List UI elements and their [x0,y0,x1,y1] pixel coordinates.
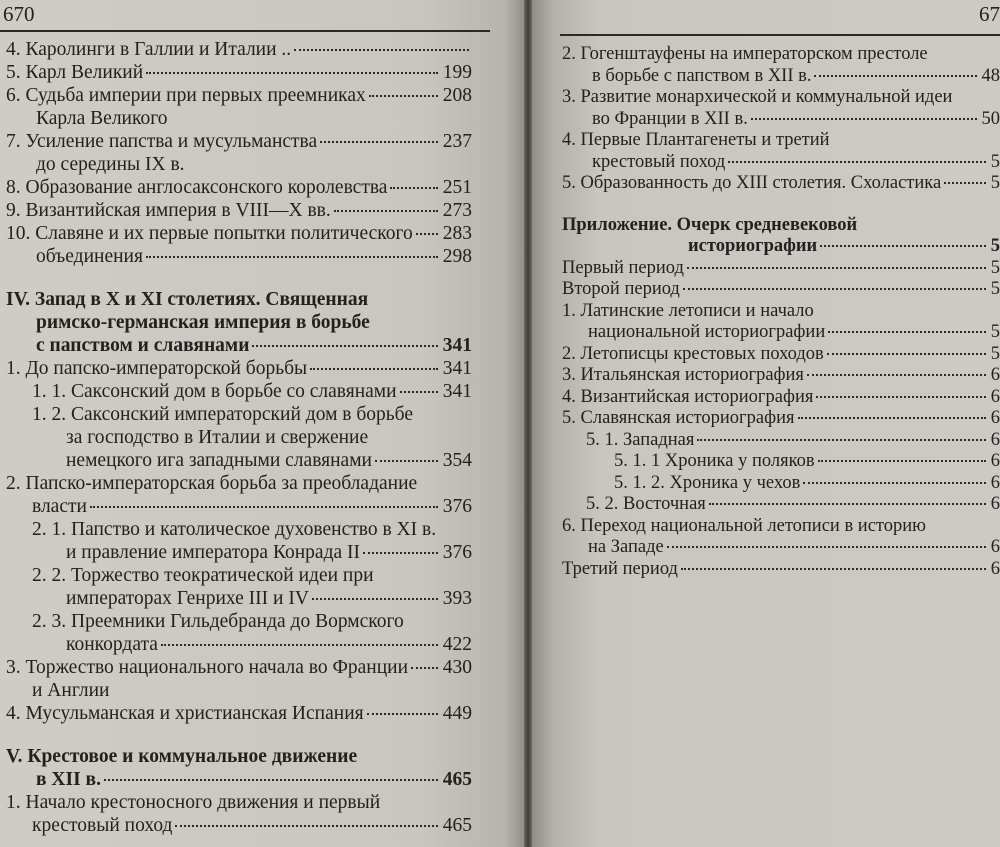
toc-entry-page: 430 [442,657,472,678]
dot-leader [709,503,986,505]
toc-entry-title: Первый период [562,257,684,278]
dot-leader [667,546,986,548]
toc-entry [0,426,472,449]
toc-entry-page: 341 [442,335,472,356]
toc-entry [0,518,472,541]
toc-entry [562,322,1000,344]
toc-entry-page: 5 [990,279,1000,299]
dot-leader [816,396,985,398]
toc-entry [0,656,472,679]
dot-leader [814,75,976,77]
toc-entry [0,245,472,268]
toc-entry [0,311,472,334]
toc-entry-title: 5. 2. Восточная [586,494,706,514]
left-header-rule [0,30,490,32]
toc-entry [562,408,1000,430]
book-gutter [524,0,532,847]
toc-entry-title: Второй период [562,279,680,299]
dot-leader [334,210,438,212]
toc-entry-title: 4. Византийская историография [562,386,814,407]
toc-entry-page: 6 [990,429,1000,450]
dot-leader [728,161,985,163]
toc-entry-page: 6 [990,365,1000,385]
toc-entry-page: 6 [990,451,1000,471]
toc-entry-page: 376 [442,496,472,517]
toc-entry-page: 199 [442,62,472,83]
toc-entry [562,66,1000,88]
toc-entry [0,403,472,426]
toc-entry-title: и Англии [32,680,110,701]
dot-leader [751,118,977,120]
toc-entry [562,130,1000,152]
dot-leader [411,667,438,669]
toc-entry-page: 465 [442,769,472,790]
toc-entry [0,791,472,814]
toc-entry [562,215,1000,237]
toc-entry [562,236,1000,258]
toc-entry-title: 1. До папско-императорской борьбы [6,358,308,379]
toc-entry-title: 3. Торжество национального начала во Франции [6,657,409,678]
toc-entry [562,387,1000,409]
toc-entry-title: 5. 1. 1 Хроника у поляков [614,451,815,471]
toc-entry-title: 3. Развитие монархической и коммунальной идеи [562,87,953,107]
toc-entry [0,38,472,61]
toc-entry-page: 5 [990,322,1000,342]
right-header-rule [560,34,1000,36]
toc-entry-title: 3. Итальянская историография [562,365,804,385]
toc-entry-title: 2. Летописцы крестовых походов [562,343,824,364]
toc-entry-title: 6. Судьба империи при первых преемниках [6,85,366,106]
toc-entry-page: 6 [990,386,1000,407]
toc-entry-title: во Франции в XII в. [592,108,748,129]
toc-entry [0,679,472,702]
dot-leader [312,598,438,600]
toc-entry-page: 422 [442,634,472,655]
dot-leader [400,391,438,393]
dot-leader [390,187,437,189]
toc-entry [0,199,472,222]
dot-leader [681,568,986,570]
dot-leader [828,331,986,333]
toc-entry [0,222,472,245]
toc-entry-page: 5 [990,343,1000,364]
toc-entry [562,494,1000,516]
toc-entry-title: 5. 1. Западная [586,429,695,450]
toc-entry-page: 5 [990,257,1000,278]
toc-entry [0,380,472,403]
toc-entry [0,702,472,725]
toc-entry [562,537,1000,559]
toc-entry-title: крестовый поход [592,151,726,172]
toc-entry-title: 5. Карл Великий [6,62,144,83]
dot-leader [803,482,985,484]
right-page-number: 67 [979,2,1000,26]
toc-entry-page: 283 [442,223,472,244]
toc-entry [562,559,1000,581]
toc-entry-title: V. Крестовое и коммунальное движение [6,746,358,767]
dot-leader [827,353,986,355]
toc-entry-title: конкордата [66,634,158,655]
toc-entry-title: немецкого ига западными славянами [66,450,372,471]
toc-entry [562,109,1000,131]
dot-leader [320,141,438,143]
dot-leader [104,779,438,781]
toc-entry [562,365,1000,387]
left-toc-column [0,38,472,837]
dot-leader [416,233,438,235]
toc-entry [562,258,1000,280]
dot-leader [687,267,986,269]
toc-entry-page: 449 [442,703,472,724]
toc-entry-title: 5. Образованность до XIII столетия. Схоластика [562,173,942,193]
toc-entry-title: до середины IX в. [36,154,185,175]
dot-leader [683,288,986,290]
toc-entry-title: 2. 1. Папство и католическое духовенство в XI в. [32,519,437,540]
toc-entry-title: 4. Первые Плантагенеты и третий [562,130,830,150]
toc-entry [0,472,472,495]
toc-entry-title: 1. Латинские летописи и начало [562,300,814,321]
toc-entry-title: Приложение. Очерк средневековой [562,214,858,235]
toc-entry-title: 2. 3. Преемники Гильдебранда до Вормского [32,611,404,632]
dot-leader [363,552,438,554]
toc-entry-page: 6 [990,558,1000,579]
dot-leader [367,713,438,715]
toc-entry [0,107,472,130]
toc-entry-page: 341 [442,358,472,379]
toc-entry [0,768,472,791]
toc-entry-page: 251 [442,177,472,198]
toc-entry-page: 393 [442,588,472,609]
toc-entry [0,541,472,564]
toc-entry-title: 6. Переход национальной летописи в историю [562,515,926,536]
dot-leader [146,72,438,74]
toc-entry-title: объединения [36,246,143,267]
toc-entry-page: 50 [981,108,1000,129]
toc-entry [0,745,472,768]
toc-entry-title: 7. Усиление папства и мусульманства [6,131,318,152]
toc-entry-title: 4. Каролинги в Галлии и Италии .. [6,39,292,60]
dot-leader [175,825,437,827]
toc-entry [0,495,472,518]
toc-entry-page: 273 [442,200,472,221]
toc-entry [0,449,472,472]
toc-entry-title: и правление императора Конрада II [66,542,361,563]
toc-entry [0,610,472,633]
toc-entry [0,334,472,357]
toc-entry-page: 5 [990,151,1000,172]
dot-leader [697,439,985,441]
toc-entry-page: 48 [981,65,1000,86]
toc-entry-title: на Западе [588,537,664,557]
toc-entry-page: 6 [990,494,1000,514]
toc-entry-title: с папством и славянами [36,335,250,356]
toc-entry-title: 5. 1. 2. Хроника у чехов [614,472,801,493]
toc-entry-title: 4. Мусульманская и христианская Испания [6,703,364,724]
toc-entry-page: 237 [442,131,472,152]
toc-entry [0,153,472,176]
toc-entry-title: 10. Славяне и их первые попытки политического [6,223,413,244]
toc-entry-title: власти [32,496,87,517]
toc-entry-page: 354 [442,450,472,471]
toc-entry [0,357,472,380]
toc-entry [562,516,1000,538]
toc-entry-title: в борьбе с папством в XII в. [592,65,812,86]
toc-entry-title: 1. 1. Саксонский дом в борьбе со славянами [32,381,397,402]
toc-entry [562,430,1000,452]
toc-entry [562,301,1000,323]
toc-entry-page: 208 [442,85,472,106]
left-page-number: 670 [3,2,35,26]
toc-entry-page: 5 [990,236,1000,256]
toc-entry-title: Карла Великого [36,108,168,129]
toc-entry-title: крестовый поход [32,815,173,836]
toc-entry [562,279,1000,301]
toc-entry-title: 2. Папско-императорская борьба за преобладание [6,473,418,494]
toc-entry [562,344,1000,366]
toc-entry [0,587,472,610]
toc-entry-page: 6 [990,537,1000,557]
toc-entry-page: 6 [990,408,1000,428]
toc-entry-title: национальной историографии [588,322,826,342]
toc-entry-page: 465 [442,815,472,836]
toc-entry-title: 2. 2. Торжество теократической идеи при [32,565,374,586]
toc-entry-title: 2. Гогенштауфены на императорском престоле [562,44,928,64]
dot-leader [369,95,438,97]
dot-leader [161,644,438,646]
toc-entry [0,288,472,311]
toc-entry-title: IV. Запад в X и XI столетиях. Священная [6,289,369,310]
toc-entry-page: 376 [442,542,472,563]
toc-entry [0,61,472,84]
toc-entry [0,130,472,153]
toc-entry-title: римско-германская империя в борьбе [36,312,370,333]
toc-entry [562,473,1000,495]
toc-entry [562,451,1000,473]
toc-entry [0,84,472,107]
dot-leader [252,345,437,347]
toc-entry-title: императорах Генрихе III и IV [66,588,309,609]
toc-entry [562,173,1000,195]
dot-leader [798,417,986,419]
toc-entry [562,152,1000,174]
toc-entry-title: за господство в Италии и свержение [66,427,369,448]
toc-entry-page: 6 [990,472,1000,493]
toc-entry-page: 341 [442,381,472,402]
toc-entry-title: 8. Образование англосаксонского королевства [6,177,388,198]
toc-entry [0,814,472,837]
dot-leader [294,49,469,51]
toc-entry [562,44,1000,66]
dot-leader [944,182,986,184]
toc-entry-title: 1. 2. Саксонский императорский дом в борьбе [32,404,414,425]
dot-leader [310,368,438,370]
toc-entry-title: в XII в. [36,769,101,790]
toc-entry-title: 5. Славянская историография [562,408,795,428]
toc-entry-title: 9. Византийская империя в VIII—X вв. [6,200,331,221]
toc-entry [0,633,472,656]
toc-entry [0,564,472,587]
toc-entry-title: Третий период [562,558,678,579]
dot-leader [818,460,986,462]
dot-leader [807,374,986,376]
toc-entry-title: 1. Начало крестоносного движения и первый [6,792,381,813]
toc-entry-page: 5 [990,173,1000,193]
dot-leader [90,506,438,508]
toc-entry-title: историографии [688,236,818,256]
dot-leader [820,245,986,247]
toc-entry-page: 298 [442,246,472,267]
toc-entry [0,176,472,199]
toc-entry [562,87,1000,109]
right-toc-column [562,44,1000,580]
dot-leader [375,460,438,462]
dot-leader [146,256,438,258]
